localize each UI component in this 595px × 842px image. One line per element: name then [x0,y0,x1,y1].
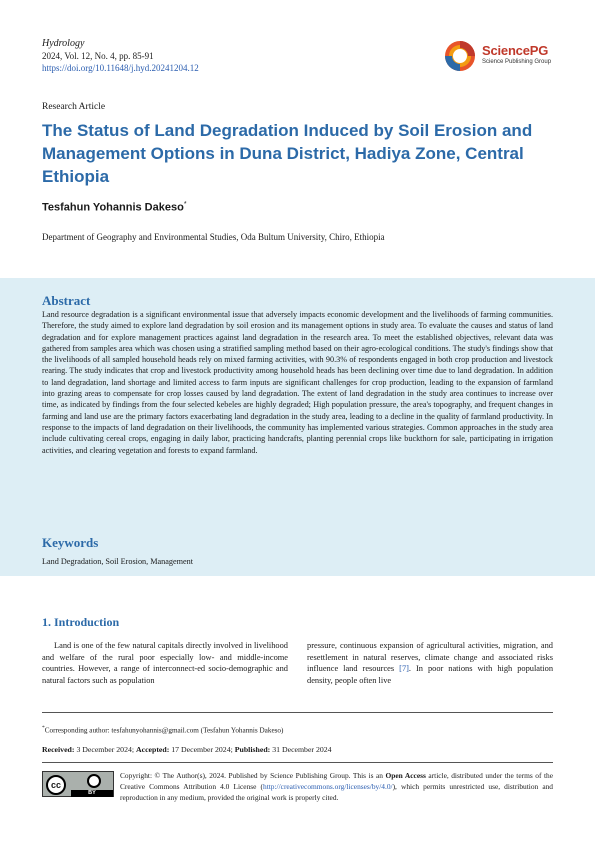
footnote-text: Corresponding author: tesfahunyohannis@gmail.com (Tesfahun Yohannis Dakeso) [44,726,284,735]
author-mark: * [183,201,187,208]
received-date: 3 December 2024; [76,745,135,754]
open-access-label: Open Access [385,771,426,780]
footnote-divider [42,712,553,713]
corresponding-author [42,725,283,734]
sciencepg-logo-icon [444,40,476,72]
license-divider [42,762,553,763]
article-dates [42,745,332,754]
keywords-heading: Keywords [42,535,99,550]
publisher-name: SciencePG [482,43,549,58]
affiliation: Department of Geography and Environmental Studies, Oda Bultum University, Chiro, Ethiopia [42,232,385,242]
by-label: BY [71,790,113,797]
author-name: Tesfahun Yohannis Dakeso [42,201,184,214]
introduction-right-column [307,640,553,686]
publisher-tagline: Science Publishing Group [482,59,552,65]
license-text-after: ), which permits unrestricted use, distribution and reproduction in any medium, provided the original work is properly cited. [120,782,554,803]
received-label: Received: [42,745,75,754]
introduction-right-text: pressure, continuous expansion of agricultural activities, migration, and resettlement in natural reserves, climate change and associated risks influence land resources [307,641,553,674]
doi-link[interactable]: https://doi.org/10.11648/j.hyd.20241204.12 [42,63,199,73]
published-date: 31 December 2024 [272,745,332,754]
license-link[interactable]: http://creativecommons.org/licenses/by/4.0/ [263,782,393,792]
license-text-middle: article, distributed under the terms of the Creative Commons Attribution 4.0 License ( [120,771,553,792]
introduction-heading: 1. Introduction [42,615,120,629]
reference-link[interactable]: [7] [399,664,409,674]
license-text-before: Copyright: © The Author(s), 2024. Published by Science Publishing Group. This is an [120,771,386,780]
footnote-mark: * [42,725,45,731]
abstract-text: Land resource degradation is a significant environmental issue that adversely impacts economic development and the livelihoods of farming communities. Therefore, the study aimed to explore land degradation by soil erosion and its management options in study area. To evaluate the causes and status of land degradation and for explore management practices against land degradation in the research area. To meet the established objectives, relevant data was gathered from samples area which was chosen using a stratified sampling method based on their agro-ecological conditions. The study's findings show that the livelihoods of all sampled household heads rely on mixed farming activities, with 90.3% of respondents engaged in both crop production and livestock rearing. The study indicates that crop and livestock productivity among household heads has been declining over time due to land degradation. In addition to land degradation, land shortage and limited access to farm inputs are significant challenges for crop production, leading to the expansion of farmland into grazing areas to compensate for crop losses caused by land degradation. The extent of land degradation in the study area continues to increase over time, as indicated by findings from the four selected kebeles are highly degraded; High population pressure, the area's topography, and frequent changes in farming and land use are the primary factors exacerbating land degradation in the study area, leading to a decline in the quality of farmland productivity. In response to the impacts of land degradation on their livelihoods, the community has implemented various strategies. Common approaches in the study area include cultivating cereal crops, engaging in daily labor, practicing handcrafts, planting perennial crops like buckthorn for sale, participating in irrigation activities, and clearing vegetation and forests to expand farmland. [42,310,553,455]
accepted-date: 17 December 2024; [171,745,233,754]
journal-name: Hydrology [42,38,85,49]
publisher-logo [444,38,554,72]
attribution-icon [87,774,101,788]
introduction-right-tail: . In poor nations with high population density, people often live [307,664,554,685]
cc-by-license-badge[interactable] [42,771,114,797]
keywords-text: Land Degradation, Soil Erosion, Management [42,557,193,566]
article-type: Research Article [42,102,106,112]
journal-header [42,38,199,74]
cc-icon: cc [46,775,66,795]
accepted-label: Accepted: [135,745,170,754]
abstract-heading: Abstract [42,293,91,308]
published-label: Published: [234,745,271,754]
author [42,201,187,214]
license-text [120,770,553,804]
introduction-left-column: Land is one of the few natural capitals directly involved in livelihood and welfare of the rural poor especially low- and middle-income countries. However, a range of interconnect-ed socio-demographic and natural factors such as population [42,641,288,685]
article-title: The Status of Land Degradation Induced by Soil Erosion and Management Options in Duna District, Hadiya Zone, Central Ethiopia [42,121,533,186]
journal-citation: 2024, Vol. 12, No. 4, pp. 85-91 [42,51,154,61]
